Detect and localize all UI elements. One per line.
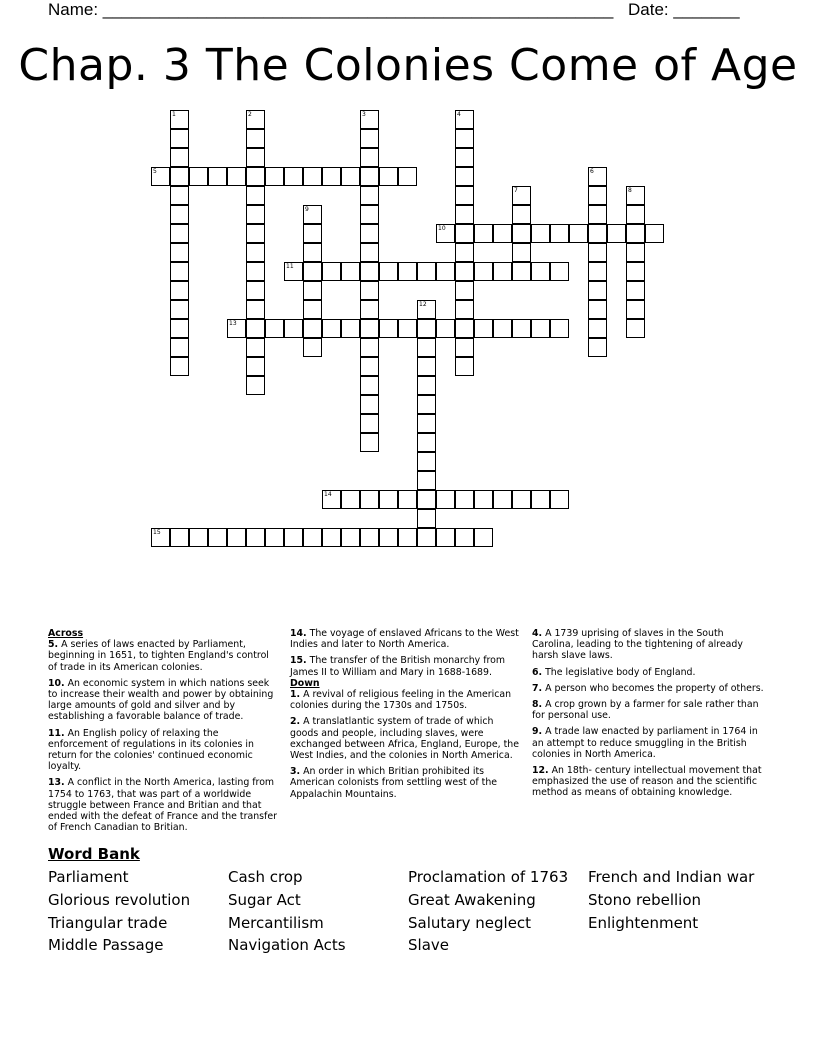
crossword-cell[interactable] bbox=[170, 281, 189, 300]
crossword-cell[interactable] bbox=[626, 300, 645, 319]
crossword-cell[interactable] bbox=[246, 205, 265, 224]
word-bank-item: Slave bbox=[408, 936, 449, 954]
crossword-cell[interactable] bbox=[246, 129, 265, 148]
crossword-cell[interactable] bbox=[341, 262, 360, 281]
crossword-cell[interactable] bbox=[360, 376, 379, 395]
crossword-cell[interactable] bbox=[265, 528, 284, 547]
crossword-cell[interactable] bbox=[550, 262, 569, 281]
crossword-cell[interactable] bbox=[512, 186, 531, 205]
clue-number: 9 bbox=[305, 206, 309, 213]
crossword-cell[interactable] bbox=[170, 300, 189, 319]
crossword-cell[interactable] bbox=[303, 528, 322, 547]
crossword-cell[interactable] bbox=[588, 167, 607, 186]
across-heading: Across bbox=[48, 628, 84, 639]
crossword-cell[interactable] bbox=[227, 319, 246, 338]
clue-across-10: 10. An economic system in which nations seek to increase their wealth and power by obtaining large amounts of gold and silver and by establishing a favorable balance of trade. bbox=[48, 677, 274, 723]
crossword-cell[interactable] bbox=[246, 528, 265, 547]
crossword-cell[interactable] bbox=[284, 262, 303, 281]
crossword-cell[interactable] bbox=[246, 300, 265, 319]
crossword-cell[interactable] bbox=[626, 281, 645, 300]
crossword-cell[interactable] bbox=[493, 490, 512, 509]
crossword-cell[interactable] bbox=[588, 281, 607, 300]
crossword-cell[interactable] bbox=[588, 300, 607, 319]
word-bank-item: Parliament bbox=[48, 868, 129, 886]
crossword-cell[interactable] bbox=[455, 357, 474, 376]
crossword-cell[interactable] bbox=[246, 167, 265, 186]
crossword-cell[interactable] bbox=[170, 167, 189, 186]
crossword-cell[interactable] bbox=[360, 490, 379, 509]
crossword-cell[interactable] bbox=[303, 167, 322, 186]
crossword-cell[interactable] bbox=[417, 300, 436, 319]
crossword-cell[interactable] bbox=[360, 395, 379, 414]
word-bank-item: Sugar Act bbox=[228, 891, 301, 909]
crossword-cell[interactable] bbox=[531, 490, 550, 509]
clue-number: 15 bbox=[153, 529, 161, 536]
crossword-cell[interactable] bbox=[455, 262, 474, 281]
crossword-cell[interactable] bbox=[246, 319, 265, 338]
crossword-cell[interactable] bbox=[436, 528, 455, 547]
crossword-cell[interactable] bbox=[512, 205, 531, 224]
word-bank-item: Proclamation of 1763 bbox=[408, 868, 569, 886]
crossword-cell[interactable] bbox=[455, 110, 474, 129]
crossword-cell[interactable] bbox=[360, 205, 379, 224]
crossword-cell[interactable] bbox=[417, 357, 436, 376]
crossword-cell[interactable] bbox=[360, 281, 379, 300]
clue-across-13: 13. A conflict in the North America, lasting from 1754 to 1763, that was part of a worldwide struggle between France and Britian and that ended with the defeat of France and the transfer of French Canadian to Britian. bbox=[48, 777, 277, 834]
crossword-cell[interactable] bbox=[170, 357, 189, 376]
crossword-cell[interactable] bbox=[626, 224, 645, 243]
clue-number: 11 bbox=[286, 263, 294, 270]
crossword-cell[interactable] bbox=[246, 224, 265, 243]
crossword-cell[interactable] bbox=[341, 319, 360, 338]
crossword-cell[interactable] bbox=[170, 205, 189, 224]
clue-number: 1 bbox=[172, 111, 176, 118]
crossword-cell[interactable] bbox=[170, 110, 189, 129]
crossword-cell[interactable] bbox=[455, 319, 474, 338]
crossword-cell[interactable] bbox=[455, 205, 474, 224]
crossword-cell[interactable] bbox=[322, 262, 341, 281]
crossword-cell[interactable] bbox=[626, 243, 645, 262]
crossword-cell[interactable] bbox=[360, 319, 379, 338]
crossword-cell[interactable] bbox=[417, 338, 436, 357]
crossword-cell[interactable] bbox=[227, 167, 246, 186]
crossword-cell[interactable] bbox=[588, 262, 607, 281]
crossword-cell[interactable] bbox=[455, 338, 474, 357]
clue-across-5: 5. A series of laws enacted by Parliament, beginning in 1651, to tighten England's control of trade in its American colonies. bbox=[48, 639, 269, 673]
crossword-cell[interactable] bbox=[246, 243, 265, 262]
crossword-cell[interactable] bbox=[360, 148, 379, 167]
crossword-cell[interactable] bbox=[626, 186, 645, 205]
crossword-cell[interactable] bbox=[322, 167, 341, 186]
date-field[interactable]: Date: _______ bbox=[628, 0, 740, 19]
crossword-cell[interactable] bbox=[284, 167, 303, 186]
clue-number: 3 bbox=[362, 111, 366, 118]
crossword-cell[interactable] bbox=[303, 319, 322, 338]
crossword-cell[interactable] bbox=[246, 376, 265, 395]
crossword-cell[interactable] bbox=[607, 224, 626, 243]
crossword-cell[interactable] bbox=[360, 262, 379, 281]
clue-number: 5 bbox=[153, 168, 157, 175]
crossword-cell[interactable] bbox=[493, 262, 512, 281]
crossword-cell[interactable] bbox=[455, 148, 474, 167]
clue-number: 12 bbox=[419, 301, 427, 308]
crossword-cell[interactable] bbox=[265, 319, 284, 338]
crossword-cell[interactable] bbox=[417, 528, 436, 547]
crossword-cell[interactable] bbox=[626, 319, 645, 338]
crossword-cell[interactable] bbox=[455, 300, 474, 319]
crossword-cell[interactable] bbox=[417, 395, 436, 414]
crossword-cell[interactable] bbox=[379, 319, 398, 338]
crossword-cell[interactable] bbox=[360, 186, 379, 205]
crossword-cell[interactable] bbox=[417, 262, 436, 281]
crossword-cell[interactable] bbox=[588, 186, 607, 205]
crossword-cell[interactable] bbox=[360, 414, 379, 433]
clue-number: 14 bbox=[324, 491, 332, 498]
crossword-cell[interactable] bbox=[322, 490, 341, 509]
crossword-cell[interactable] bbox=[512, 490, 531, 509]
clue-number: 4 bbox=[457, 111, 461, 118]
word-bank-item: Great Awakening bbox=[408, 891, 536, 909]
crossword-cell[interactable] bbox=[436, 319, 455, 338]
crossword-cell[interactable] bbox=[474, 224, 493, 243]
crossword-cell[interactable] bbox=[170, 148, 189, 167]
crossword-cell[interactable] bbox=[417, 414, 436, 433]
crossword-cell[interactable] bbox=[550, 319, 569, 338]
crossword-cell[interactable] bbox=[360, 110, 379, 129]
clue-down-9: 9. A trade law enacted by parliament in 1764 in an attempt to reduce smuggling in the British colonies in North America. bbox=[532, 726, 758, 760]
crossword-cell[interactable] bbox=[474, 319, 493, 338]
crossword-cell[interactable] bbox=[588, 319, 607, 338]
crossword-cell[interactable] bbox=[398, 262, 417, 281]
crossword-cell[interactable] bbox=[170, 129, 189, 148]
crossword-cell[interactable] bbox=[417, 319, 436, 338]
crossword-cell[interactable] bbox=[417, 376, 436, 395]
crossword-cell[interactable] bbox=[360, 338, 379, 357]
crossword-cell[interactable] bbox=[170, 319, 189, 338]
clue-across-15: 15. The transfer of the British monarchy from James II to William and Mary in 1688-1689. bbox=[290, 655, 506, 678]
crossword-cell[interactable] bbox=[645, 224, 664, 243]
crossword-cell[interactable] bbox=[417, 433, 436, 452]
crossword-cell[interactable] bbox=[455, 528, 474, 547]
crossword-cell[interactable] bbox=[246, 357, 265, 376]
crossword-cell[interactable] bbox=[322, 528, 341, 547]
crossword-cell[interactable] bbox=[170, 262, 189, 281]
clue-number: 2 bbox=[248, 111, 252, 118]
crossword-cell[interactable] bbox=[588, 243, 607, 262]
crossword-cell[interactable] bbox=[303, 262, 322, 281]
crossword-cell[interactable] bbox=[303, 205, 322, 224]
crossword-cell[interactable] bbox=[436, 490, 455, 509]
crossword-cell[interactable] bbox=[398, 528, 417, 547]
crossword-cell[interactable] bbox=[303, 281, 322, 300]
crossword-cell[interactable] bbox=[246, 338, 265, 357]
crossword-cell[interactable] bbox=[170, 338, 189, 357]
clue-number: 10 bbox=[438, 225, 446, 232]
crossword-cell[interactable] bbox=[170, 528, 189, 547]
crossword-cell[interactable] bbox=[208, 167, 227, 186]
crossword-cell[interactable] bbox=[379, 262, 398, 281]
crossword-cell[interactable] bbox=[246, 281, 265, 300]
clue-down-12: 12. An 18th- century intellectual movement that emphasized the use of reason and the scientific method as means of obtaining knowledge. bbox=[532, 765, 762, 799]
name-field[interactable]: Name: ______________________________________________________ bbox=[48, 0, 614, 19]
word-bank-item: Cash crop bbox=[228, 868, 303, 886]
crossword-cell[interactable] bbox=[246, 110, 265, 129]
crossword-cell[interactable] bbox=[246, 262, 265, 281]
crossword-cell[interactable] bbox=[531, 262, 550, 281]
clue-down-6: 6. The legislative body of England. bbox=[532, 666, 696, 678]
crossword-cell[interactable] bbox=[379, 528, 398, 547]
crossword-cell[interactable] bbox=[284, 319, 303, 338]
crossword-cell[interactable] bbox=[170, 224, 189, 243]
page-title: Chap. 3 The Colonies Come of Age bbox=[18, 40, 798, 91]
clue-down-2: 2. A translatlantic system of trade of which goods and people, including slaves, were exchanged between Africa, England, Europe, the West Indies, and the colonies in North America. bbox=[290, 716, 519, 762]
clue-down-1: 1. A revival of religious feeling in the American colonies during the 1730s and 1750s. bbox=[290, 689, 512, 712]
crossword-cell[interactable] bbox=[550, 224, 569, 243]
crossword-cell[interactable] bbox=[151, 528, 170, 547]
crossword-cell[interactable] bbox=[474, 490, 493, 509]
crossword-cell[interactable] bbox=[436, 224, 455, 243]
clue-down-4: 4. A 1739 uprising of slaves in the South Carolina, leading to the tightening of already harsh slave laws. bbox=[532, 628, 743, 662]
crossword-cell[interactable] bbox=[360, 300, 379, 319]
crossword-cell[interactable] bbox=[493, 224, 512, 243]
word-bank-item: Salutary neglect bbox=[408, 914, 532, 932]
crossword-cell[interactable] bbox=[474, 528, 493, 547]
crossword-cell[interactable] bbox=[512, 262, 531, 281]
crossword-cell[interactable] bbox=[626, 205, 645, 224]
word-bank-item: Mercantilism bbox=[228, 914, 324, 932]
crossword-cell[interactable] bbox=[417, 452, 436, 471]
clue-down-3: 3. An order in which Britian prohibited its American colonists from settling west of the Appalachin Mountains. bbox=[290, 766, 498, 800]
crossword-cell[interactable] bbox=[512, 224, 531, 243]
word-bank-item: Enlightenment bbox=[588, 914, 699, 932]
crossword-cell[interactable] bbox=[303, 224, 322, 243]
crossword-cell[interactable] bbox=[189, 528, 208, 547]
crossword-cell[interactable] bbox=[151, 167, 170, 186]
crossword-cell[interactable] bbox=[398, 167, 417, 186]
clue-across-11: 11. An English policy of relaxing the enforcement of regulations in its colonies in return for the colonies' continued economic loyalty. bbox=[48, 727, 254, 773]
word-bank-title: Word Bank bbox=[48, 845, 140, 863]
crossword-cell[interactable] bbox=[512, 319, 531, 338]
crossword-cell[interactable] bbox=[455, 224, 474, 243]
crossword-cell[interactable] bbox=[322, 319, 341, 338]
crossword-cell[interactable] bbox=[341, 528, 360, 547]
crossword-cell[interactable] bbox=[398, 490, 417, 509]
word-bank-item: Triangular trade bbox=[48, 914, 168, 932]
crossword-cell[interactable] bbox=[246, 148, 265, 167]
crossword-cell[interactable] bbox=[360, 129, 379, 148]
clue-number: 13 bbox=[229, 320, 237, 327]
crossword-cell[interactable] bbox=[417, 471, 436, 490]
crossword-cell[interactable] bbox=[379, 490, 398, 509]
crossword-cell[interactable] bbox=[360, 357, 379, 376]
crossword-cell[interactable] bbox=[284, 528, 303, 547]
crossword-cell[interactable] bbox=[341, 490, 360, 509]
crossword-cell[interactable] bbox=[588, 338, 607, 357]
crossword-cell[interactable] bbox=[303, 338, 322, 357]
crossword-cell[interactable] bbox=[455, 281, 474, 300]
crossword-cell[interactable] bbox=[170, 186, 189, 205]
crossword-cell[interactable] bbox=[360, 224, 379, 243]
crossword-cell[interactable] bbox=[246, 186, 265, 205]
down-heading: Down bbox=[290, 677, 320, 689]
crossword-cell[interactable] bbox=[455, 186, 474, 205]
crossword-cell[interactable] bbox=[170, 243, 189, 262]
crossword-cell[interactable] bbox=[379, 167, 398, 186]
clue-down-7: 7. A person who becomes the property of others. bbox=[532, 682, 764, 694]
crossword-cell[interactable] bbox=[455, 129, 474, 148]
crossword-cell[interactable] bbox=[493, 319, 512, 338]
crossword-cell[interactable] bbox=[455, 167, 474, 186]
crossword-cell[interactable] bbox=[208, 528, 227, 547]
crossword-cell[interactable] bbox=[303, 243, 322, 262]
crossword-cell[interactable] bbox=[531, 319, 550, 338]
crossword-cell[interactable] bbox=[588, 205, 607, 224]
crossword-cell[interactable] bbox=[265, 167, 284, 186]
word-bank-item: French and Indian war bbox=[588, 868, 755, 886]
word-bank-item: Middle Passage bbox=[48, 936, 164, 954]
crossword-cell[interactable] bbox=[512, 243, 531, 262]
crossword-cell[interactable] bbox=[455, 490, 474, 509]
crossword-cell[interactable] bbox=[341, 167, 360, 186]
clues-column-2 bbox=[290, 628, 522, 805]
crossword-cell[interactable] bbox=[569, 224, 588, 243]
crossword-cell[interactable] bbox=[360, 243, 379, 262]
clues-column-1 bbox=[48, 628, 280, 838]
crossword-cell[interactable] bbox=[417, 490, 436, 509]
crossword-cell[interactable] bbox=[360, 433, 379, 452]
crossword-cell[interactable] bbox=[360, 528, 379, 547]
crossword-cell[interactable] bbox=[626, 262, 645, 281]
clue-down-8: 8. A crop grown by a farmer for sale rather than for personal use. bbox=[532, 699, 759, 722]
crossword-cell[interactable] bbox=[303, 300, 322, 319]
clue-across-14: 14. The voyage of enslaved Africans to the West Indies and later to North America. bbox=[290, 628, 519, 651]
clue-number: 7 bbox=[514, 187, 518, 194]
crossword-cell[interactable] bbox=[360, 167, 379, 186]
crossword-cell[interactable] bbox=[436, 262, 455, 281]
crossword-cell[interactable] bbox=[588, 224, 607, 243]
word-bank-item: Navigation Acts bbox=[228, 936, 346, 954]
crossword-cell[interactable] bbox=[455, 243, 474, 262]
clue-number: 8 bbox=[628, 187, 632, 194]
crossword-cell[interactable] bbox=[417, 509, 436, 528]
crossword-cell[interactable] bbox=[550, 490, 569, 509]
clues-column-3 bbox=[532, 628, 766, 804]
clue-number: 6 bbox=[590, 168, 594, 175]
crossword-cell[interactable] bbox=[227, 528, 246, 547]
crossword-cell[interactable] bbox=[189, 167, 208, 186]
crossword-cell[interactable] bbox=[398, 319, 417, 338]
word-bank-item: Glorious revolution bbox=[48, 891, 191, 909]
crossword-cell[interactable] bbox=[531, 224, 550, 243]
word-bank-item: Stono rebellion bbox=[588, 891, 702, 909]
crossword-cell[interactable] bbox=[474, 262, 493, 281]
